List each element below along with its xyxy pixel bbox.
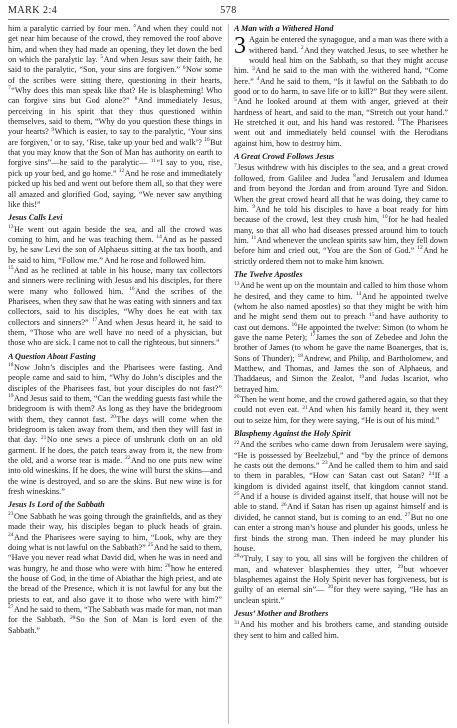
verse-number: 23 (8, 511, 14, 518)
verse-number: 11 (150, 157, 156, 164)
verse-number: 20 (234, 394, 240, 401)
verse-number: 25 (234, 491, 240, 498)
verse-number: 17 (91, 316, 98, 323)
verse-number: 15 (8, 265, 14, 272)
page-number: 578 (220, 5, 237, 16)
section-heading: Jesus Calls Levi (8, 213, 63, 223)
verse-paragraph: $^{28}$“Truly, I say to you, all sins will be forgiven the children of man, and whatever blasphemies they utter, $^{29}$but whoever blasphemes against the Holy Spirit never has forgiveness, but is guilty of an eternal sin”— $^{30}$for they were saying, “He has an unclean spirit.” (234, 553, 448, 605)
verse-number: 3 (252, 65, 255, 72)
column-divider (228, 24, 229, 724)
verse-number: 27 (404, 512, 411, 519)
verse-number: 30 (327, 584, 334, 591)
verse-paragraph: $^{31}$And his mother and his brothers came, and standing outside they sent to him and called him. (234, 619, 448, 640)
section-heading: Blasphemy Against the Holy Spirit (234, 429, 351, 439)
verse-paragraph: $^{20}$Then he went home, and the crowd gathered again, so that they could not even eat. $^{21}$And when his family heard it, they went out to seize him, for they were saying, “He is out of his mind.” (234, 394, 448, 425)
verse-paragraph: $^{18}$Now John’s disciples and the Pharisees were fasting. And people came and said to him, “Why do John’s disciples and the disciples of the Pharisees fast, but your disciples do not fast?” $^{19}$And Jesus said to them, “Can the wedding guests fast while the bridegroom is with them? As long as they have the bridegroom with them, they cannot fast. $^{20}$The days will come when the bridegroom is taken away from them, and then they will fast in that day. $^{21}$No one sews a piece of unshrunk cloth on an old garment. If he does, the patch tears away from it, the new from the old, and a worse tear is made. $^{22}$And no one puts new wine into old wineskins. If he does, the wine will burst the skins—and the wine is destroyed, and so are the skins. But new wine is for fresh wineskins.” (8, 362, 222, 497)
verse-number: 16 (291, 321, 298, 328)
section-heading: A Man with a Withered Hand (234, 24, 334, 33)
verse-number: 8 (353, 173, 356, 180)
verse-number: 28 (69, 614, 76, 621)
verse-number: 26 (281, 501, 287, 508)
verse-number: 28 (234, 553, 240, 560)
section-heading: The Twelve Apostles (234, 269, 303, 279)
verse-paragraph: $^{22}$And the scribes who came down from Jerusalem were saying, “He is possessed by Beelzebul,” and “by the prince of demons he casts out the demons.” $^{23}$And he called them to him and said to them in parables, “How can Satan cast out Satan? $^{24}$If a kingdom is divided against itself, that kingdom cannot stand. $^{25}$And if a house is divided against itself, that house will not be able to stand. $^{26}$And if Satan has risen up against himself and is divided, he cannot stand, but is coming to an end. $^{27}$But no one can enter a strong man’s house and plunder his goods, unless he first binds the strong man. Then indeed he may plunder his house. (234, 439, 448, 553)
verse-number: 7 (8, 85, 11, 92)
verse-paragraph: $^{13}$He went out again beside the sea, and all the crowd was coming to him, and he was teaching them. $^{14}$And as he passed by, he saw Levi the son of Alphaeus sitting at the tax booth, and he said to him, “Follow me.” And he rose and followed him. (8, 223, 222, 265)
chapter-text: Again he entered the synagogue, and a man was there with a withered hand. $^2$And they watched Jesus, to see whether he would heal him on the Sabbath, so that they might accuse him. $^3$And he said to the man with the withered hand, “Come here.” $^4$And he said to them, “Is it lawful on the Sabbath to do good or to do harm, to save life or to kill?” But they were silent. $^5$And he looked around at them with anger, grieved at their hardness of heart, and said to the man, “Stretch out your hand.” He stretched it out, and his hand was restored. $^6$The Pharisees went out and immediately held counsel with the Herodians against him, how to destroy him. (234, 35, 448, 148)
verse-number: 26 (164, 562, 171, 569)
verse-paragraph: $^{13}$And he went up on the mountain and called to him those whom he desired, and they came to him. $^{14}$And he appointed twelve (whom he also named apostles) so that they might be with him and he might send them out to preach $^{15}$and have authority to cast out demons. $^{16}$He appointed the twelve: Simon (to whom he gave the name Peter); $^{17}$James the son of Zebedee and John the brother of James (to whom he gave the name Boanerges, that is, Sons of Thunder); $^{18}$Andrew, and Philip, and Bartholomew, and Matthew, and Thomas, and James the son of Alphaeus, and Thaddaeus, and Simon the Zealot, $^{19}$and Judas Iscariot, who betrayed him. (234, 280, 448, 394)
verse-number: 19 (8, 393, 14, 400)
verse-number: 9 (51, 126, 55, 133)
verse-number: 31 (234, 619, 240, 626)
running-head-reference: MARK 2:4 (8, 5, 58, 16)
verse-paragraph: $^{15}$And as he reclined at table in his house, many tax collectors and sinners were reclining with Jesus and his disciples, for there were many who followed him. $^{16}$And the scribes of the Pharisees, when they saw that he was eating with sinners and tax collectors, said to his disciples, “Why does he eat with tax collectors and sinners?” $^{17}$And when Jesus heard it, he said to them, “Those who are well have no need of a physician, but those who are sick. I came not to call the righteous, but sinners.” (8, 265, 222, 348)
verse-number: 4 (133, 24, 136, 30)
left-column (8, 24, 222, 724)
section-heading: A Question About Fasting (8, 351, 96, 361)
verse-number: 12 (417, 245, 423, 252)
verse-number: 15 (368, 311, 375, 318)
verse-number: 21 (40, 434, 47, 441)
verse-number: 5 (100, 54, 104, 61)
verse-number: 13 (234, 280, 240, 287)
verse-number: 18 (8, 362, 14, 369)
verse-number: 11 (250, 235, 257, 242)
verse-paragraph: $^{23}$One Sabbath he was going through the grainfields, and as they made their way, his disciples began to pluck heads of grain. $^{24}$And the Pharisees were saying to him, “Look, why are they doing what is not lawful on the Sabbath?” $^{25}$And he said to them, “Have you never read what David did, when he was in need and was hungry, he and those who were with him: $^{26}$how he entered the house of God, in the time of Abiathar the high priest, and ate the bread of the Presence, which it is not lawful for any but the priests to eat, and also gave it to those who were with him?” $^{27}$And he said to them, “The Sabbath was made for man, not man for the Sabbath. $^{28}$So the Son of Man is lord even of the Sabbath.” (8, 511, 222, 635)
chapter-paragraph (234, 35, 448, 149)
verse-number: 24 (8, 531, 14, 538)
verse-number: 13 (8, 223, 14, 230)
verse-number: 27 (8, 604, 14, 611)
verse-number: 20 (110, 413, 116, 420)
verse-number: 8 (134, 95, 138, 102)
verse-number: 12 (118, 168, 125, 175)
verse-number: 24 (428, 470, 435, 477)
verse-number: 23 (322, 460, 328, 467)
verse-number: 22 (124, 455, 131, 462)
header-rule (8, 19, 449, 20)
verse-number: 4 (256, 75, 260, 82)
verse-number: 25 (147, 542, 154, 549)
verse-number: 14 (355, 290, 362, 297)
verse-number: 7 (234, 162, 237, 169)
section-heading: Jesus’ Mother and Brothers (234, 608, 329, 618)
verse-number: 16 (129, 285, 135, 292)
verse-number: 5 (234, 96, 237, 103)
verse-number: 19 (358, 373, 365, 380)
verse-number: 9 (252, 204, 256, 211)
running-head (8, 5, 449, 19)
verse-paragraph: him a paralytic carried by four men. $^4$And when they could not get near him because of the crowd, they removed the roof above him, and when they had made an opening, they let down the bed on which the paralytic lay. $^5$And when Jesus saw their faith, he said to the paralytic, “Son, your sins are forgiven.” $^6$Now some of the scribes were sitting there, questioning in their hearts, $^7$“Why does this man speak like that? He is blaspheming! Who can forgive sins but God alone?” $^8$And immediately Jesus, perceiving in his spirit that they thus questioned within themselves, said to them, “Why do you question these things in your hearts? $^9$Which is easier, to say to the paralytic, ‘Your sins are forgiven,’ or to say, ‘Rise, take up your bed and walk’? $^{10}$But that you may know that the Son of Man has authority on earth to forgive sins”—he said to the paralytic— $^{11}$“I say to you, rise, pick up your bed, and go home.” $^{12}$And he rose and immediately picked up his bed and went out before them all, so that they were all amazed and glorified God, saying, “We never saw anything like this!” (8, 24, 222, 209)
section-heading: A Great Crowd Follows Jesus (234, 152, 335, 162)
verse-paragraph: $^7$Jesus withdrew with his disciples to the sea, and a great crowd followed, from Galilee and Judea $^8$and Jerusalem and Idumea and from beyond the Jordan and from around Tyre and Sidon. When the great crowd heard all that he was doing, they came to him. $^9$And he told his disciples to have a boat ready for him because of the crowd, lest they crush him, $^{10}$for he had healed many, so that all who had diseases pressed around him to touch him. $^{11}$And whenever the unclean spirits saw him, they fell down before him and cried out, “You are the Son of God.” $^{12}$And he strictly ordered them not to make him known. (234, 162, 448, 266)
verse-number: 6 (182, 64, 186, 71)
verse-number: 22 (234, 439, 240, 446)
right-column (234, 24, 448, 724)
verse-number: 21 (302, 404, 308, 411)
verse-number: 14 (156, 234, 162, 241)
verse-number: 6 (397, 117, 401, 124)
verse-number: 10 (204, 137, 210, 144)
chapter-number: 3 (234, 33, 246, 60)
verse-number: 29 (397, 563, 404, 570)
verse-number: 17 (309, 332, 316, 339)
section-heading: Jesus Is Lord of the Sabbath (8, 500, 105, 510)
verse-number: 2 (300, 44, 304, 51)
verse-number: 10 (382, 214, 388, 221)
verse-number: 18 (297, 352, 303, 359)
